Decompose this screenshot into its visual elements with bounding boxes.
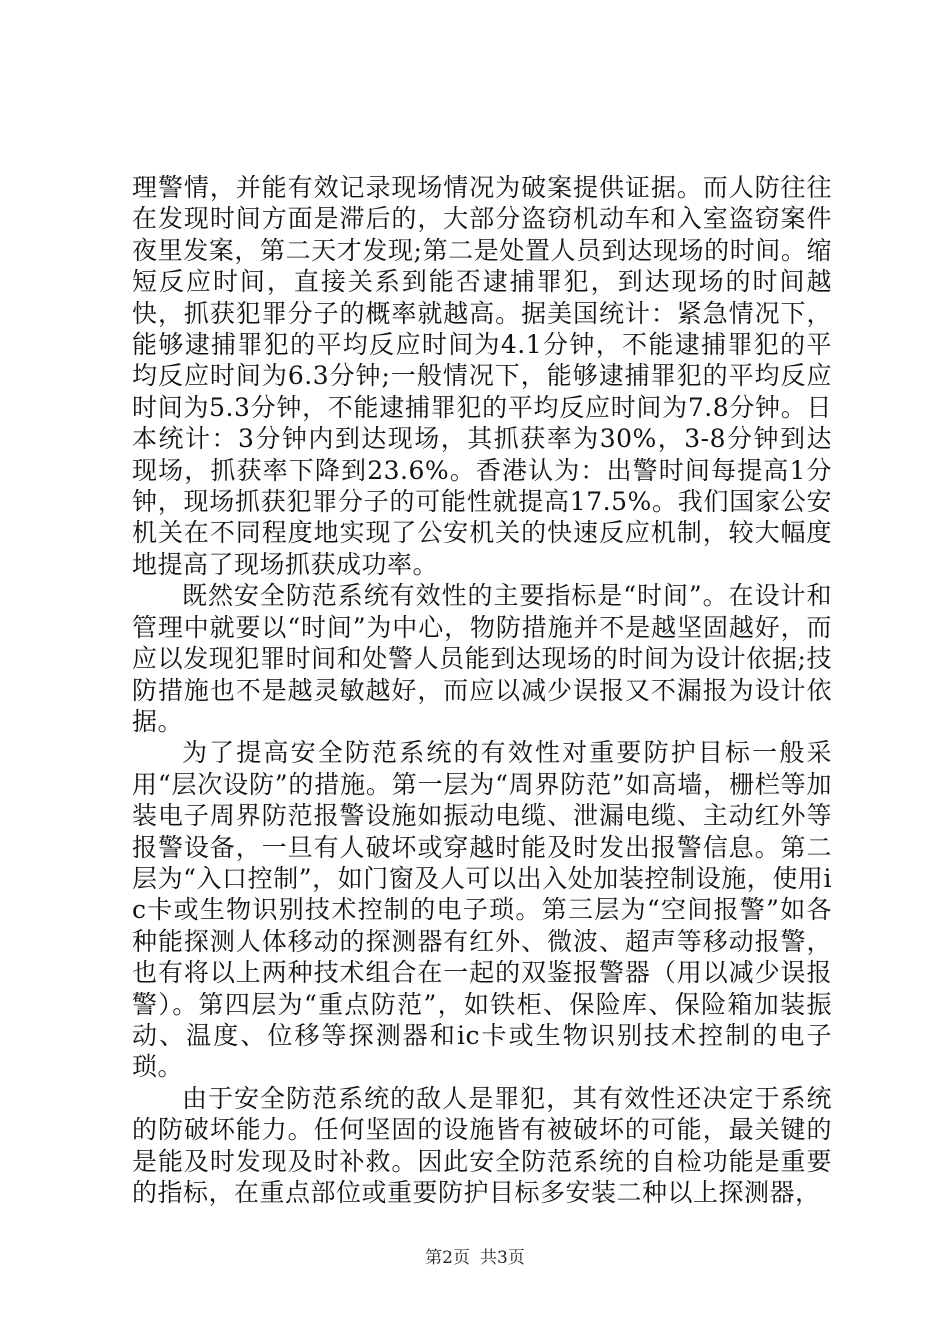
paragraph-1: 理警情，并能有效记录现场情况为破案提供证据。而人防往往在发现时间方面是滞后的，大部分盗窃机动车和入室盗窃案件夜里发案，第二天才发现;第二是处置人员到达现场的时间。缩短反应时间，直接关系到能否逮捕罪犯，到达现场的时间越快，抓获犯罪分子的概率就越高。据美国统计：紧急情况下，能够逮捕罪犯的平均反应时间为4.1分钟，不能逮捕罪犯的平均反应时间为6.3分钟;一般情况下，能够逮捕罪犯的平均反应时间为5.3分钟，不能逮捕罪犯的平均反应时间为7.8分钟。日本统计：3分钟内到达现场，其抓获率为30%，3-8分钟到达现场，抓获率下降到23.6%。香港认为：出警时间每提高1分钟，现场抓获犯罪分子的可能性就提高17.5%。我们国家公安机关在不同程度地实现了公安机关的快速反应机制，较大幅度地提高了现场抓获成功率。 — [132, 173, 832, 579]
paragraph-3: 为了提高安全防范系统的有效性对重要防护目标一般采用“层次设防”的措施。第一层为“周界防范”如高墙，栅栏等加装电子周界防范报警设施如振动电缆、泄漏电缆、主动红外等报警设备，一旦有人破坏或穿越时能及时发出报警信息。第二层为“入口控制”，如门窗及人可以出入处加装控制设施，使用ic卡或生物识别技术控制的电子琐。第三层为“空间报警”如各种能探测人体移动的探测器有红外、微波、超声等移动报警，也有将以上两种技术组合在一起的双鉴报警器（用以减少误报警）。第四层为“重点防范”，如铁柜、保险库、保险箱加装振动、温度、位移等探测器和ic卡或生物识别技术控制的电子琐。 — [132, 738, 832, 1082]
page-number: 第2页 — [425, 1248, 470, 1268]
page-total: 共3页 — [480, 1248, 525, 1268]
paragraph-4: 由于安全防范系统的敌人是罪犯，其有效性还决定于系统的防破坏能力。任何坚固的设施皆有被破坏的可能，最关键的是能及时发现及时补救。因此安全防范系统的自检功能是重要的指标，在重点部位或重要防护目标多安装二种以上探测器， — [132, 1083, 832, 1207]
page-footer — [0, 1243, 950, 1268]
document-body — [132, 172, 832, 1208]
paragraph-2: 既然安全防范系统有效性的主要指标是“时间”。在设计和管理中就要以“时间”为中心，物防措施并不是越坚固越好，而应以发现犯罪时间和处警人员能到达现场的时间为设计依据;技防措施也不是越灵敏越好，而应以减少误报又不漏报为设计依据。 — [132, 581, 832, 736]
